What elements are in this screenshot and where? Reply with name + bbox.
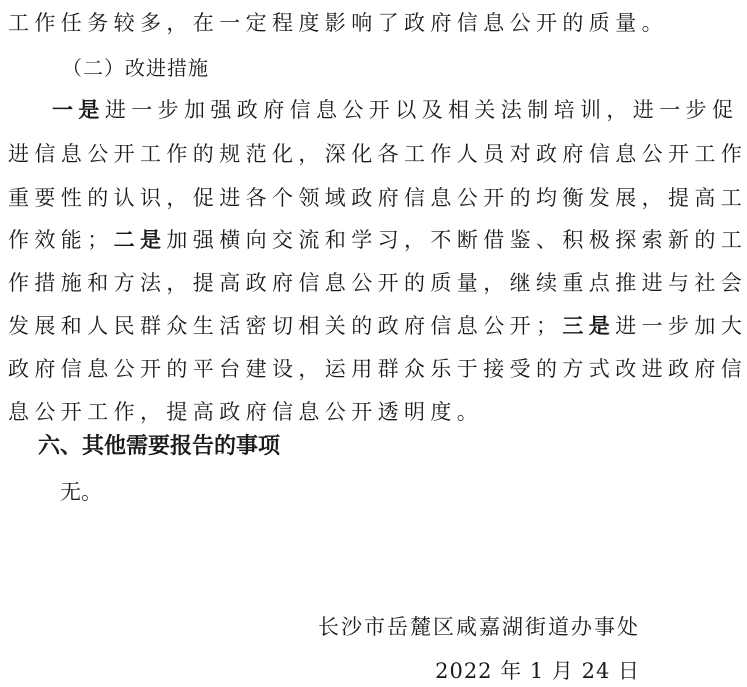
text-span: 发展和人民群众生活密切相关的政府信息公开； [8,314,563,338]
emphasis-label: 三是 [562,313,616,338]
section-heading: 六、其他需要报告的事项 [38,434,281,459]
text-line: 进信息公开工作的规范化，深化各工作人员对政府信息公开工作 [8,142,747,166]
date: 2022 年 1 月 24 日 [435,659,640,683]
emphasis-label: 一是 [52,97,105,122]
text-line [52,95,738,125]
subheading: （二）改进措施 [62,56,209,80]
text-span: 作效能； [8,228,114,252]
text-line: 息公开工作，提高政府信息公开透明度。 [8,400,484,424]
text-span: 加强横向交流和学习，不断借鉴、积极探索新的工 [166,228,747,252]
text-line [8,225,747,255]
signature: 长沙市岳麓区咸嘉湖街道办事处 [318,615,640,639]
none-text: 无。 [60,480,102,504]
emphasis-label: 二是 [113,227,167,252]
text-line: 政府信息公开的平台建设，运用群众乐于接受的方式改进政府信 [8,357,747,381]
text-span: 进一步加强政府信息公开以及相关法制培训，进一步促 [104,98,739,122]
text-line [8,311,747,341]
text-line: 重要性的认识，促进各个领域政府信息公开的均衡发展，提高工 [8,186,747,210]
text-line: 作措施和方法，提高政府信息公开的质量，继续重点推进与社会 [8,271,747,295]
text-span: 进一步加大 [615,314,747,338]
text-line: 工作任务较多，在一定程度影响了政府信息公开的质量。 [8,11,668,35]
